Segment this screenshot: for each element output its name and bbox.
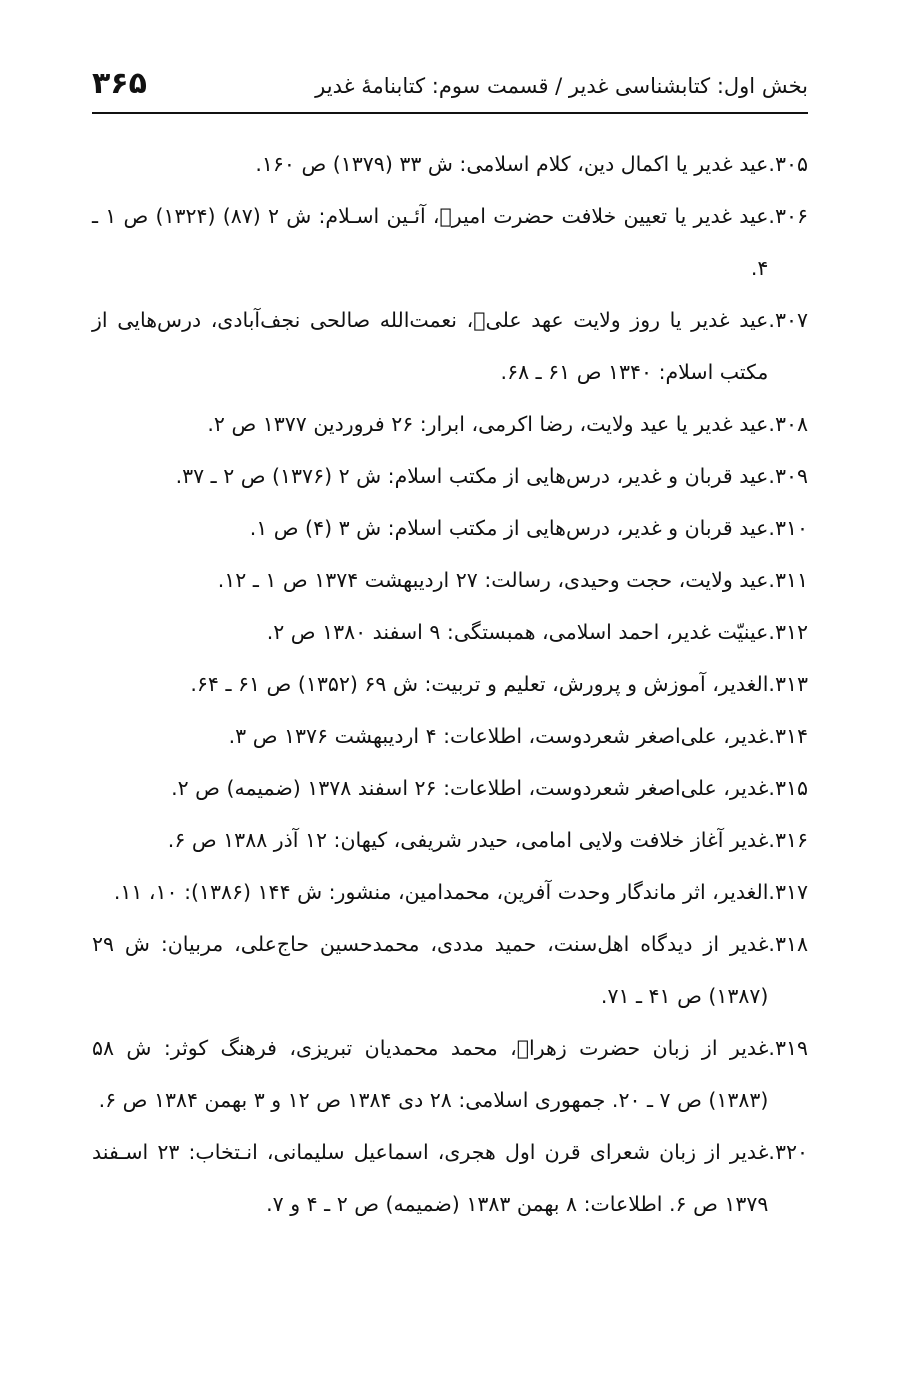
- entry-number: ۳۱۶.: [768, 828, 808, 852]
- entry-number: ۳۱۸.: [768, 932, 808, 956]
- bibliography-entry: [92, 554, 808, 606]
- header-divider: [92, 112, 808, 114]
- entry-text: عینیّت غدیر، احمد اسلامی، همبستگی: ۹ اسفند ۱۳۸۰ ص ۲.: [266, 620, 769, 644]
- entry-text: غدیر آغاز خلافت ولایی امامی، حیدر شریفی، کیهان: ۱۲ آذر ۱۳۸۸ ص ۶.: [167, 828, 769, 852]
- bibliography-entry: [92, 190, 808, 294]
- running-header-title: بخش اول: کتابشناسی غدیر / قسمت سوم: کتابنامهٔ غدیر: [315, 74, 808, 98]
- bibliography-entry: [92, 710, 808, 762]
- entry-number: ۳۱۱.: [768, 568, 808, 592]
- entry-text: عید قربان و غدیر، درس‌هایی از مکتب اسلام: ش ۳ (۴) ص ۱.: [249, 516, 769, 540]
- entry-text: الغدیر، اثر ماندگار وحدت آفرین، محمدامین، منشور: ش ۱۴۴ (۱۳۸۶): ۱۰، ۱۱.: [113, 880, 769, 904]
- bibliography-entry: [92, 1022, 808, 1126]
- entry-number: ۳۲۰.: [768, 1140, 808, 1164]
- bibliography-entry: [92, 398, 808, 450]
- entry-text: عید غدیر یا روز ولایت عهد علیؑ، نعمت‌الله صالحی نجف‌آبادی، درس‌هایی از مکتب اسلام: ۱۳۴۰ ص ۶۱ ـ ۶۸.: [92, 308, 769, 384]
- entry-number: ۳۰۷.: [768, 308, 808, 332]
- entry-number: ۳۱۴.: [768, 724, 808, 748]
- bibliography-entry: [92, 866, 808, 918]
- entry-number: ۳۱۹.: [768, 1036, 808, 1060]
- bibliography-entry: [92, 762, 808, 814]
- bibliography-entry: [92, 658, 808, 710]
- bibliography-entry: [92, 1126, 808, 1230]
- entry-number: ۳۰۸.: [768, 412, 808, 436]
- entry-text: غدیر، علی‌اصغر شعردوست، اطلاعات: ۲۶ اسفند ۱۳۷۸ (ضمیمه) ص ۲.: [171, 776, 769, 800]
- bibliography-entry: [92, 918, 808, 1022]
- entry-number: ۳۰۵.: [768, 152, 808, 176]
- bibliography-entry: [92, 294, 808, 398]
- bibliography-entry: [92, 450, 808, 502]
- bibliography-entry: [92, 814, 808, 866]
- bibliography-entry: [92, 502, 808, 554]
- bibliography-entry: [92, 606, 808, 658]
- entry-text: غدیر، علی‌اصغر شعردوست، اطلاعات: ۴ اردیبهشت ۱۳۷۶ ص ۳.: [228, 724, 769, 748]
- entry-text: الغدیر، آموزش و پرورش، تعلیم و تربیت: ش ۶۹ (۱۳۵۲) ص ۶۱ ـ ۶۴.: [190, 672, 769, 696]
- bibliography-list: [92, 138, 808, 1230]
- page-number: ۳۶۵: [92, 66, 147, 101]
- entry-text: عید غدیر یا تعیین خلافت حضرت امیرؑ، آئـین اسـلام: ش ۲ (۸۷) (۱۳۲۴) ص ۱ ـ ۴.: [92, 204, 769, 280]
- entry-text: عید قربان و غدیر، درس‌هایی از مکتب اسلام: ش ۲ (۱۳۷۶) ص ۲ ـ ۳۷.: [175, 464, 769, 488]
- entry-text: غدیر از دیدگاه اهل‌سنت، حمید مددی، محمدحسین حاج‌علی، مربیان: ش ۲۹ (۱۳۸۷) ص ۴۱ ـ ۷۱.: [92, 932, 769, 1008]
- entry-text: غدیر از زبان شعرای قرن اول هجری، اسماعیل سلیمانی، انـتخاب: ۲۳ اسـفند ۱۳۷۹ ص ۶. اطلاعات: ۸ بهمن ۱۳۸۳ (ضمیمه) ص ۲ ـ ۴ و ۷.: [92, 1140, 769, 1216]
- entry-text: عید غدیر یا اکمال دین، کلام اسلامی: ش ۳۳ (۱۳۷۹) ص ۱۶۰.: [255, 152, 769, 176]
- entry-number: ۳۱۲.: [768, 620, 808, 644]
- entry-number: ۳۱۰.: [768, 516, 808, 540]
- entry-number: ۳۰۹.: [768, 464, 808, 488]
- entry-number: ۳۱۳.: [768, 672, 808, 696]
- entry-number: ۳۱۵.: [768, 776, 808, 800]
- entry-number: ۳۰۶.: [768, 204, 808, 228]
- page-header: [92, 62, 808, 114]
- bibliography-entry: [92, 138, 808, 190]
- entry-number: ۳۱۷.: [768, 880, 808, 904]
- entry-text: عید ولایت، حجت وحیدی، رسالت: ۲۷ اردیبهشت ۱۳۷۴ ص ۱ ـ ۱۲.: [217, 568, 769, 592]
- entry-text: عید غدیر یا عید ولایت، رضا اکرمی، ابرار: ۲۶ فروردین ۱۳۷۷ ص ۲.: [207, 412, 769, 436]
- entry-text: غدیر از زبان حضرت زهراؑ، محمد محمدیان تبریزی، فرهنگ کوثر: ش ۵۸ (۱۳۸۳) ص ۷ ـ ۲۰. جمهوری اسلامی: ۲۸ دی ۱۳۸۴ ص ۱۲ و ۳ بهمن ۱۳۸۴ ص ۶.: [92, 1036, 769, 1112]
